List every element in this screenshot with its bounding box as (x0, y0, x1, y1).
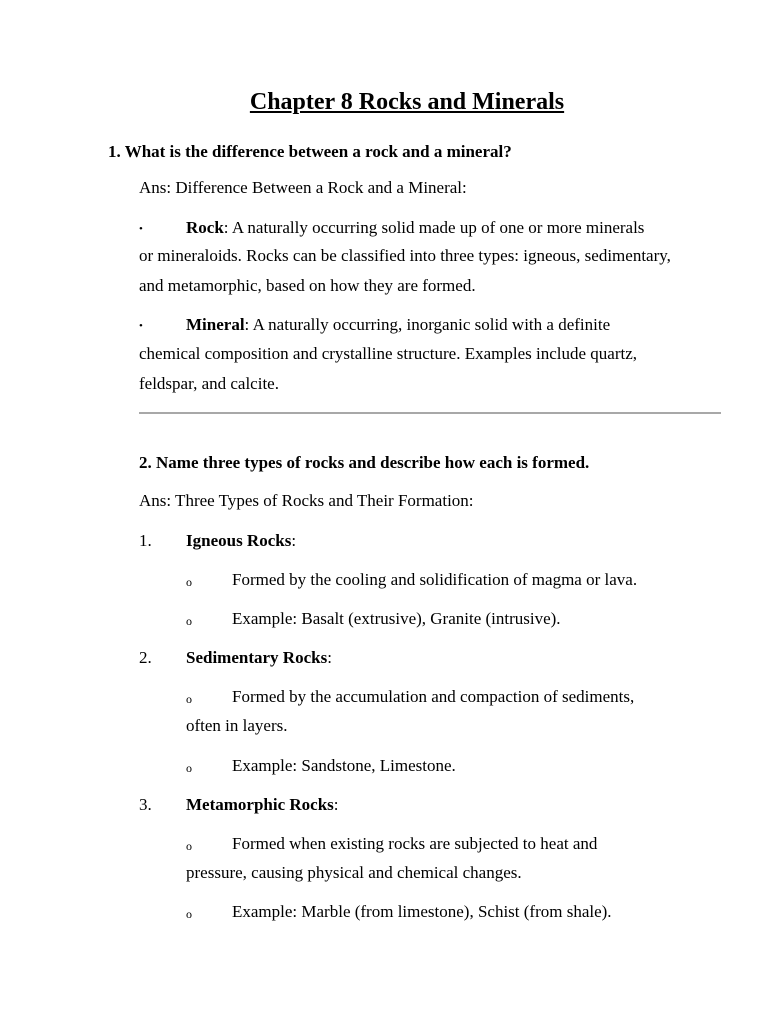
question-1: 1. What is the difference between a rock and a mineral? (108, 142, 512, 161)
sub-bullet-icon: o (186, 614, 192, 628)
sub-point-continuation: often in layers. (186, 716, 288, 735)
rock-type-heading (186, 530, 296, 552)
bullet-icon: • (139, 223, 143, 235)
mineral-term: Mineral (186, 315, 245, 334)
rock-type-name: Igneous Rocks (186, 531, 292, 550)
answer-2-intro: Ans: Three Types of Rocks and Their Formation: (139, 491, 474, 510)
sub-point: Example: Marble (from limestone), Schist (from shale). (232, 902, 612, 921)
sub-point-continuation: pressure, causing physical and chemical changes. (186, 863, 522, 882)
bullet-icon: • (139, 320, 143, 332)
rock-type-name: Metamorphic Rocks (186, 795, 334, 814)
rock-definition-line1 (186, 217, 644, 239)
sub-bullet-icon: o (186, 575, 192, 589)
heading-colon: : (333, 795, 339, 814)
mineral-definition-line1 (186, 314, 610, 336)
section-divider (139, 412, 721, 414)
question-2: 2. Name three types of rocks and describe how each is formed. (139, 453, 590, 472)
rock-type-name: Sedimentary Rocks (186, 648, 328, 667)
list-number: 1. (139, 531, 152, 550)
heading-colon: : (327, 648, 332, 667)
sub-bullet-icon: o (186, 839, 192, 853)
rock-type-heading (186, 647, 332, 669)
rock-definition-text: : A naturally occurring solid made up of one or more minerals (223, 218, 645, 237)
list-number: 3. (139, 795, 152, 814)
sub-bullet-icon: o (186, 692, 192, 706)
rock-term: Rock (186, 218, 224, 237)
sub-point: Formed when existing rocks are subjected to heat and (232, 834, 598, 853)
sub-bullet-icon: o (186, 907, 192, 921)
list-number: 2. (139, 648, 152, 667)
heading-colon: : (291, 531, 297, 550)
mineral-definition-text: : A naturally occurring, inorganic solid with a definite (244, 315, 611, 334)
sub-bullet-icon: o (186, 761, 192, 775)
page-title: Chapter 8 Rocks and Minerals (249, 89, 565, 115)
sub-point: Example: Basalt (extrusive), Granite (intrusive). (232, 609, 561, 628)
rock-definition-continuation: or mineraloids. Rocks can be classified into three types: igneous, sedimentary, and metamorphic, based on how they are formed. (139, 246, 671, 295)
rock-type-heading (186, 794, 339, 816)
sub-point: Formed by the cooling and solidification of magma or lava. (232, 570, 638, 589)
mineral-definition-continuation: chemical composition and crystalline structure. Examples include quartz, feldspar, and calcite. (139, 344, 638, 393)
answer-1-intro: Ans: Difference Between a Rock and a Mineral: (139, 178, 467, 197)
sub-point: Formed by the accumulation and compaction of sediments, (232, 687, 635, 706)
sub-point: Example: Sandstone, Limestone. (232, 756, 456, 775)
